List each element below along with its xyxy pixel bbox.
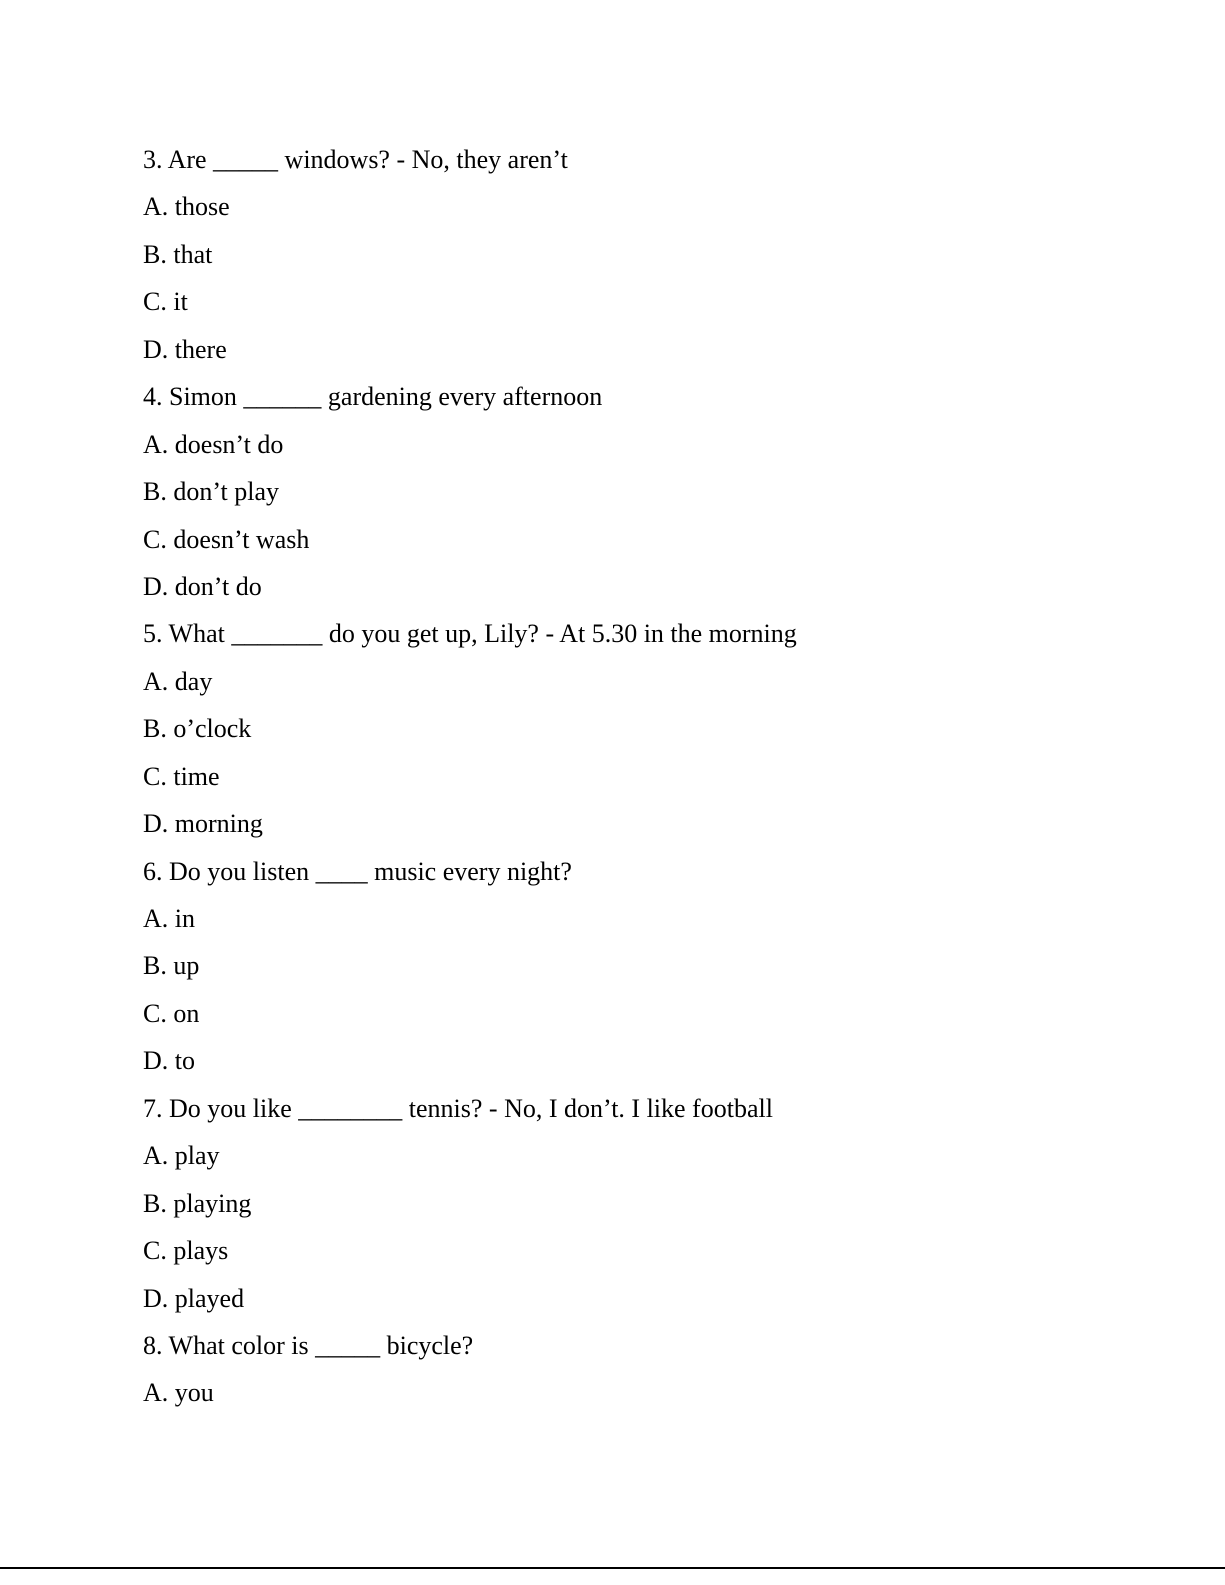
option-4d: D. don’t do xyxy=(143,571,262,601)
option-4c: C. doesn’t wash xyxy=(143,524,310,554)
question-6: 6. Do you listen ____ music every night? xyxy=(143,856,572,886)
option-6c: C. on xyxy=(143,998,200,1028)
option-5d: D. morning xyxy=(143,809,263,839)
question-8: 8. What color is _____ bicycle? xyxy=(143,1330,474,1360)
page-bottom-border xyxy=(0,1567,1225,1569)
option-3c: C. it xyxy=(143,287,188,317)
option-3b: B. that xyxy=(143,239,213,269)
option-6d: D. to xyxy=(143,1046,195,1076)
option-7a: A. play xyxy=(143,1141,220,1171)
option-6a: A. in xyxy=(143,904,195,933)
option-5b: B. o’clock xyxy=(143,714,252,744)
question-4: 4. Simon ______ gardening every afternoon xyxy=(143,382,603,412)
question-7: 7. Do you like ________ tennis? - No, I don’t. I like football xyxy=(143,1093,773,1123)
question-list xyxy=(143,136,797,1417)
option-7d: D. played xyxy=(143,1283,245,1313)
option-6b: B. up xyxy=(143,951,200,981)
option-4a: A. doesn’t do xyxy=(143,429,284,459)
option-3a: A. those xyxy=(143,192,230,222)
question-3: 3. Are _____ windows? - No, they aren’t xyxy=(143,145,568,174)
option-5c: C. time xyxy=(143,761,220,791)
option-4b: B. don’t play xyxy=(143,477,280,507)
option-7c: C. plays xyxy=(143,1236,229,1266)
question-5: 5. What _______ do you get up, Lily? - At 5.30 in the morning xyxy=(143,619,797,649)
option-8a: A. you xyxy=(143,1378,214,1408)
option-5a: A. day xyxy=(143,666,213,696)
option-7b: B. playing xyxy=(143,1188,252,1218)
option-3d: D. there xyxy=(143,334,227,364)
